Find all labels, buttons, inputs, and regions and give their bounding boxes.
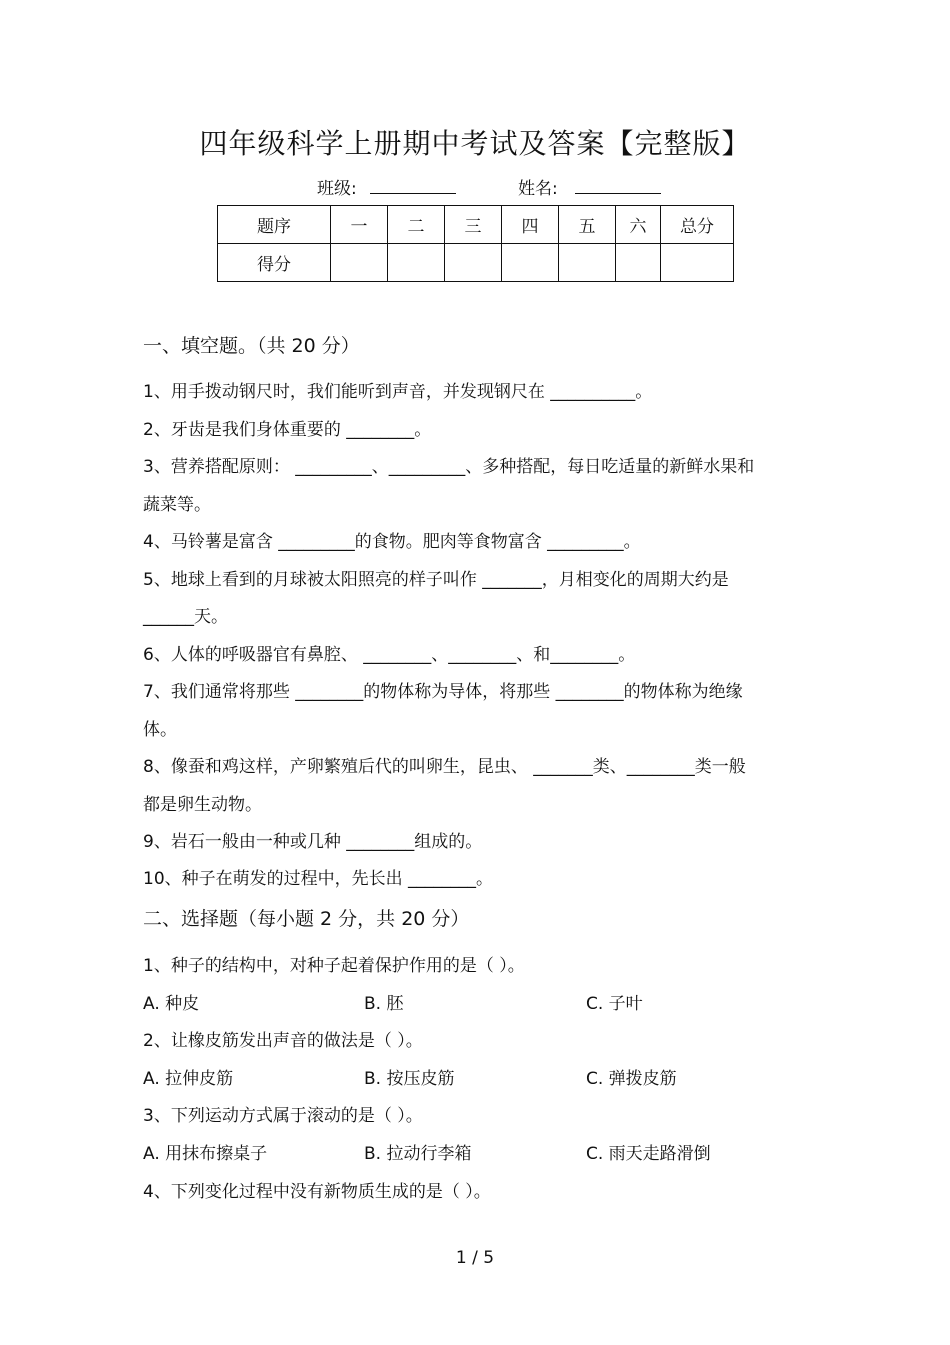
class-label: 班级: (317, 179, 357, 199)
fill-question: 9、岩石一般由一种或几种 ________组成的。 (143, 832, 483, 852)
choice-question-stem: 1、种子的结构中，对种子起着保护作用的是（ ）。 (143, 956, 525, 976)
score-cell[interactable] (502, 244, 559, 282)
name-field (518, 174, 661, 199)
choice-option[interactable]: A. 拉伸皮筋 (143, 1069, 234, 1089)
choice-option[interactable]: C. 子叶 (586, 994, 643, 1014)
score-header-cell: 题序 (218, 206, 331, 244)
fill-question-cont: 蔬菜等。 (143, 495, 211, 515)
choice-option[interactable]: A. 种皮 (143, 994, 200, 1014)
score-cell[interactable] (661, 244, 734, 282)
name-blank (575, 179, 661, 194)
fill-question: 4、马铃薯是富含 _________的食物。肥肉等食物富含 _________。 (143, 532, 641, 552)
score-header-cell: 四 (502, 206, 559, 244)
fill-question: 3、营养搭配原则： _________、_________、多种搭配，每日吃适量的新鲜水果和 (143, 457, 755, 477)
class-blank (370, 179, 456, 194)
score-table (217, 205, 734, 282)
score-cell[interactable] (616, 244, 661, 282)
fill-question: 2、牙齿是我们身体重要的 ________。 (143, 420, 432, 440)
choice-question-stem: 4、下列变化过程中没有新物质生成的是（ ）。 (143, 1182, 491, 1202)
score-header-cell: 总分 (661, 206, 734, 244)
score-header-cell: 六 (616, 206, 661, 244)
score-cell[interactable] (331, 244, 388, 282)
choice-option[interactable]: B. 拉动行李箱 (364, 1144, 472, 1164)
choice-question-stem: 3、下列运动方式属于滚动的是（ ）。 (143, 1106, 423, 1126)
score-row-label: 得分 (218, 244, 331, 282)
fill-question: 7、我们通常将那些 ________的物体称为导体，将那些 ________的物体称为绝缘 (143, 682, 743, 702)
score-header-cell: 五 (559, 206, 616, 244)
score-cell[interactable] (388, 244, 445, 282)
score-header-cell: 一 (331, 206, 388, 244)
page-number: 1 / 5 (455, 1248, 495, 1268)
choice-option[interactable]: C. 雨天走路滑倒 (586, 1144, 711, 1164)
class-field (317, 174, 456, 199)
choice-option[interactable]: C. 弹拨皮筋 (586, 1069, 677, 1089)
choice-option[interactable]: B. 胚 (364, 994, 404, 1014)
fill-question-cont: 体。 (143, 720, 177, 740)
fill-question-cont: ______天。 (143, 607, 228, 627)
fill-question: 10、种子在萌发的过程中，先长出 ________。 (143, 869, 494, 889)
choice-option[interactable]: B. 按压皮筋 (364, 1069, 455, 1089)
score-header-cell: 二 (388, 206, 445, 244)
score-table-header-row (218, 206, 734, 244)
name-label: 姓名: (518, 179, 558, 199)
score-table-score-row (218, 244, 734, 282)
choice-option[interactable]: A. 用抹布擦桌子 (143, 1144, 268, 1164)
score-cell[interactable] (559, 244, 616, 282)
choice-question-stem: 2、让橡皮筋发出声音的做法是（ ）。 (143, 1031, 423, 1051)
fill-question: 5、地球上看到的月球被太阳照亮的样子叫作 _______，月相变化的周期大约是 (143, 570, 729, 590)
fill-question: 8、像蚕和鸡这样，产卵繁殖后代的叫卵生，昆虫、 _______类、________类一般 (143, 757, 746, 777)
fill-question-cont: 都是卵生动物。 (143, 795, 262, 815)
fill-question: 1、用手拨动钢尺时，我们能听到声音，并发现钢尺在 __________。 (143, 382, 653, 402)
section1-heading: 一、填空题。（共 20 分） (143, 335, 360, 357)
page-title: 四年级科学上册期中考试及答案【完整版】 (199, 127, 751, 160)
score-header-cell: 三 (445, 206, 502, 244)
score-cell[interactable] (445, 244, 502, 282)
fill-question: 6、人体的呼吸器官有鼻腔、 ________、________、和________。 (143, 645, 636, 665)
section2-heading: 二、选择题（每小题 2 分，共 20 分） (143, 908, 470, 930)
